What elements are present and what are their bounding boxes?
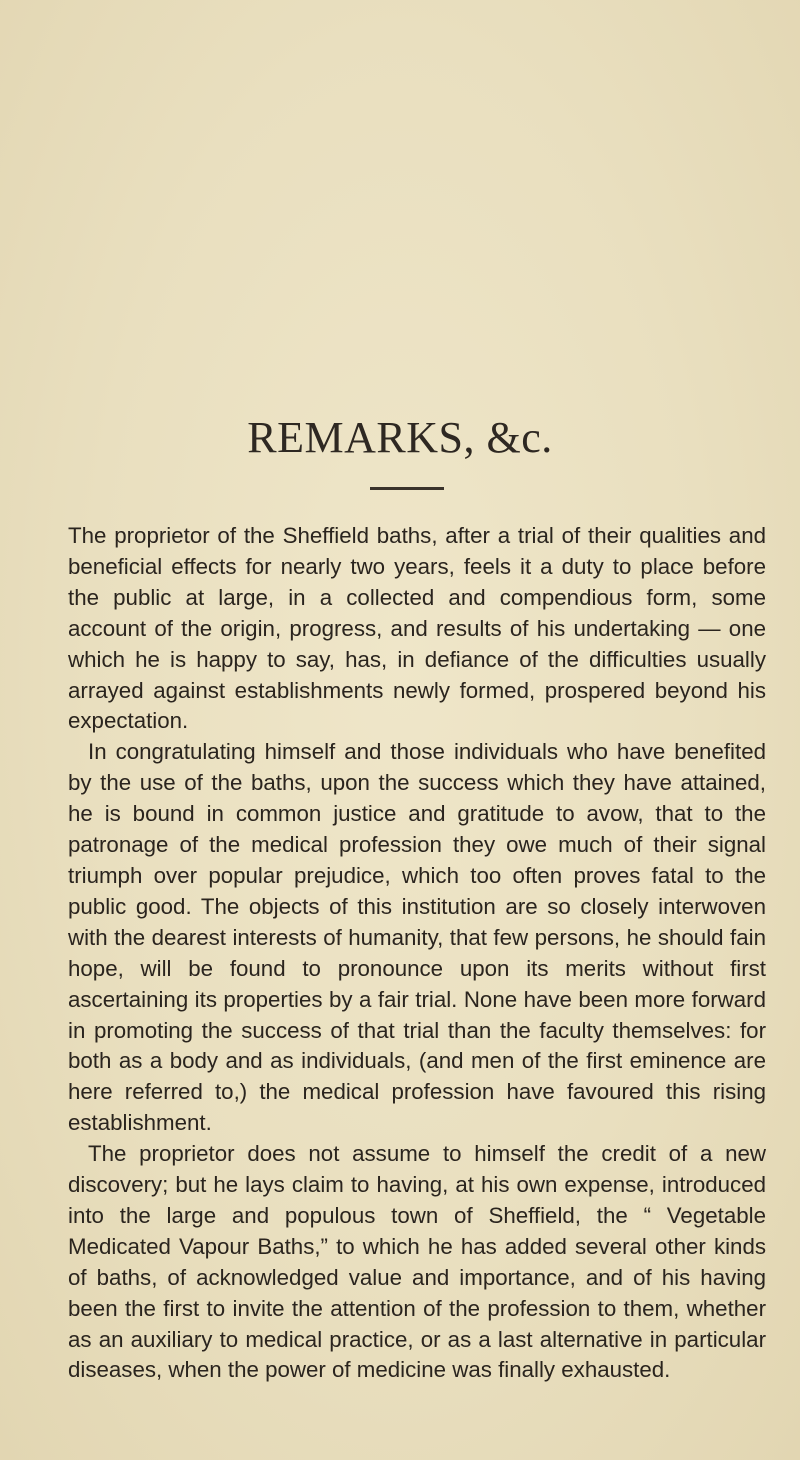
page-heading: REMARKS, &c. [247, 413, 553, 462]
body-text [68, 521, 766, 1386]
heading-divider [370, 487, 444, 490]
paragraph-3: The proprietor does not assume to himself the credit of a new discovery; but he lays claim to having, at his own expense, introduced into the large and populous town of Sheffield, the “ Vegetable Medicated Vapour Baths,” to which he has added several other kinds of baths, of acknowledged value and importance, and of his having been the first to invite the attention of the profession to them, whether as an auxiliary to medical practice, or as a last alternative in particular diseases, when the power of medicine was finally exhausted. [68, 1141, 766, 1383]
paragraph-1: The proprietor of the Sheffield baths, after a trial of their qualities and beneficial effects for nearly two years, feels it a duty to place before the public at large, in a collected and compendious form, some account of the origin, progress, and results of his undertaking — one which he is happy to say, has, in defiance of the difficulties usually arrayed against establishments newly formed, prospered beyond his expectation. [68, 523, 766, 734]
paragraph-2: In congratulating himself and those individuals who have benefited by the use of the baths, upon the success which they have attained, he is bound in common justice and gratitude to avow, that to the patronage of the medical profession they owe much of their signal triumph over popular prejudice, which too often proves fatal to the public good. The objects of this institution are so closely interwoven with the dearest interests of humanity, that few persons, he should fain hope, will be found to pronounce upon its merits without first ascertaining its properties by a fair trial. None have been more forward in promoting the success of that trial than the faculty themselves: for both as a body and as individuals, (and men of the first eminence are here referred to,) the medical profession have favoured this rising establishment. [68, 739, 766, 1136]
